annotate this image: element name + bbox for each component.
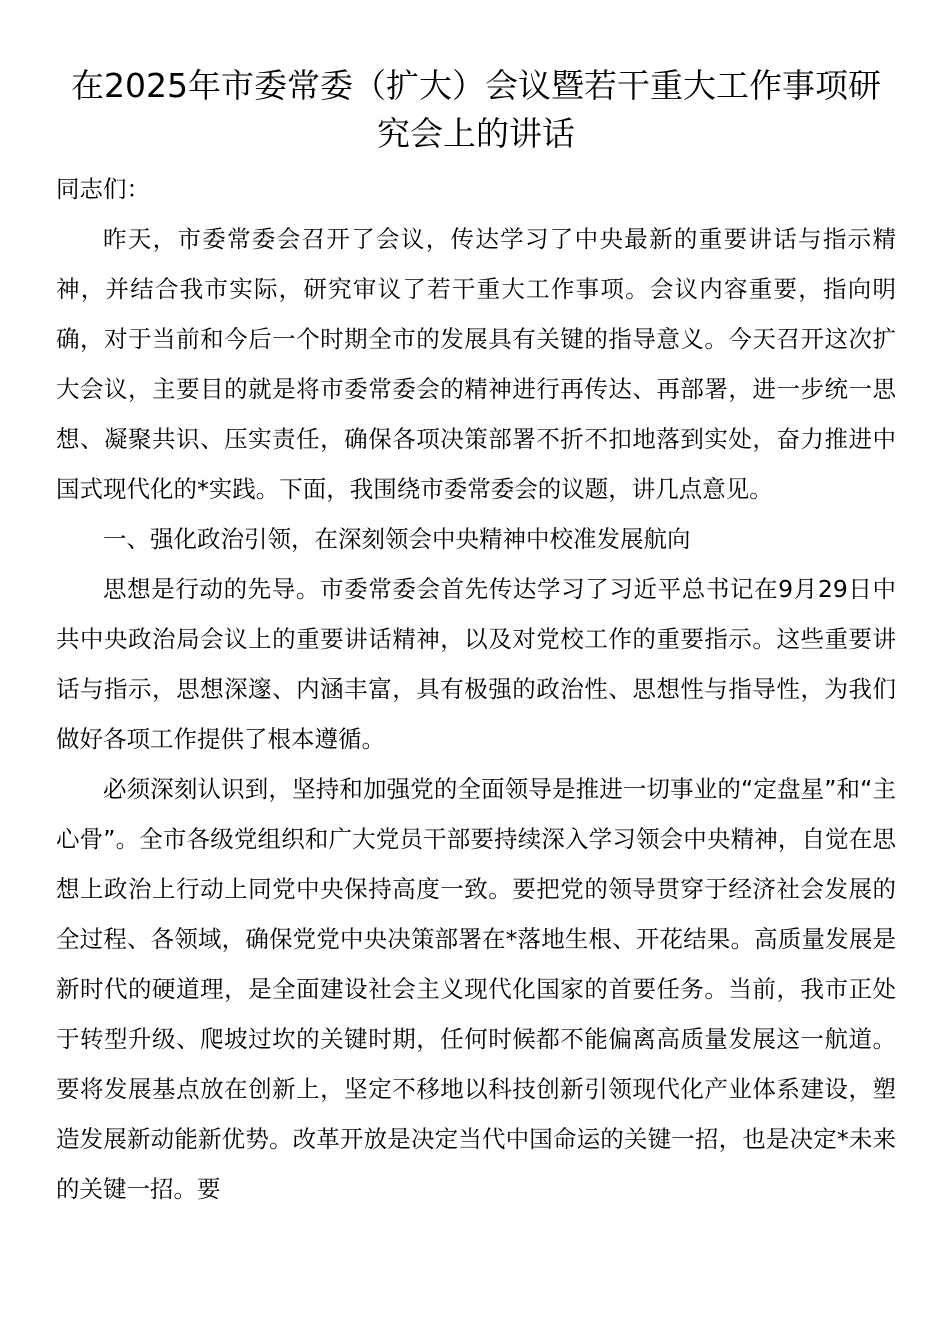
greeting: 同志们： [56, 175, 150, 203]
paragraph-2: 思想是行动的先导。市委常委会首先传达学习了习近平总书记在9月29日中共中央政治局会议上的重要讲话精神，以及对党校工作的重要指示。这些重要讲话与指示，思想深邃、内涵丰富，具有极强的政治性、思想性与指导性，为我们做好各项工作提供了根本遵循。 [56, 575, 896, 753]
section-heading-1: 一、强化政治引领，在深刻领会中央精神中校准发展航向 [103, 525, 691, 553]
document-page [56, 62, 896, 1214]
paragraph-3: 必须深刻认识到，坚持和加强党的全面领导是推进一切事业的“定盘星”和“主心骨”。全市各级党组织和广大党员干部要持续深入学习领会中央精神，自觉在思想上政治上行动上同党中央保持高度一致。要把党的领导贯穿于经济社会发展的全过程、各领域，确保党党中央决策部署在*落地生根、开花结果。高质量发展是新时代的硬道理，是全面建设社会主义现代化国家的首要任务。当前，我市正处于转型升级、爬坡过坎的关键时期，任何时候都不能偏离高质量发展这一航道。要将发展基点放在创新上，坚定不移地以科技创新引领现代化产业体系建设，塑造发展新动能新优势。改革开放是决定当代中国命运的关键一招，也是决定*未来的关键一招。要 [56, 775, 896, 1203]
document-title: 在2025年市委常委（扩大）会议暨若干重大工作事项研究会上的讲话 [71, 66, 881, 153]
paragraph-intro: 昨天，市委常委会召开了会议，传达学习了中央最新的重要讲话与指示精神，并结合我市实际，研究审议了若干重大工作事项。会议内容重要，指向明确，对于当前和今后一个时期全市的发展具有关键的指导意义。今天召开这次扩大会议，主要目的就是将市委常委会的精神进行再传达、再部署，进一步统一思想、凝聚共识、压实责任，确保各项决策部署不折不扣地落到实处，奋力推进中国式现代化的*实践。下面，我围绕市委常委会的议题，讲几点意见。 [56, 225, 896, 503]
